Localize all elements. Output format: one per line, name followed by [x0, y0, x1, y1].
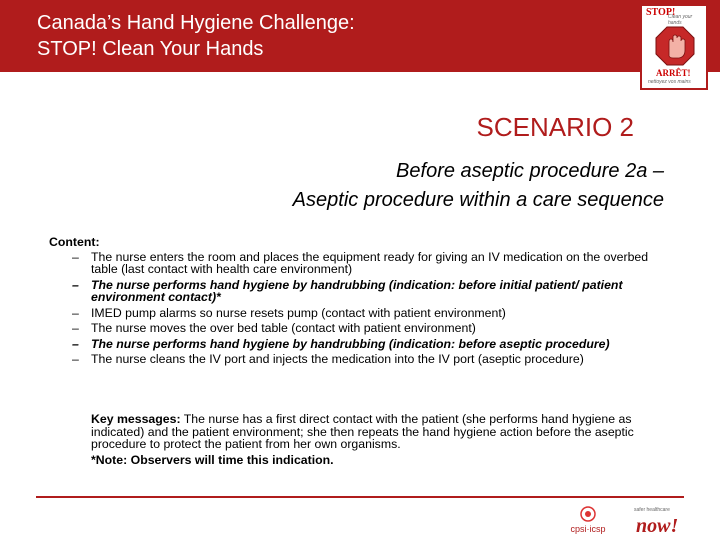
subtitle-line-2: Aseptic procedure within a care sequence: [292, 189, 664, 211]
observer-note: *Note: Observers will time this indication.: [91, 452, 334, 467]
stop-hand-icon: [655, 26, 695, 66]
dash-bullet: –: [72, 277, 79, 292]
cpsi-logo-text: cpsi·icsp: [570, 524, 606, 534]
dash-bullet: –: [72, 321, 79, 335]
dash-bullet: –: [72, 305, 79, 320]
now-logo-small-text: safer healthcare: [634, 507, 670, 513]
dash-bullet: –: [72, 336, 79, 351]
stop-clean-your-hands-logo: [640, 4, 708, 90]
list-item-text: The nurse performs hand hygiene by handrubbing (indication: before aseptic procedure): [91, 336, 610, 351]
footer-divider: [36, 496, 684, 498]
dash-bullet: –: [72, 249, 79, 264]
content-section: [49, 236, 669, 369]
logo-arret-text: ARRÊT!: [656, 68, 691, 78]
list-item-text: The nurse performs hand hygiene by handrubbing (indication: before initial patient/ patient environment contact)*: [91, 277, 623, 304]
list-item: [49, 307, 669, 320]
page-title: [37, 10, 355, 62]
scenario-heading: SCENARIO 2: [476, 112, 634, 142]
logo-stop-subtext: Clean your hands: [668, 14, 693, 26]
list-item: [49, 353, 669, 366]
content-label: Content:: [49, 235, 100, 249]
key-messages-paragraph: [91, 413, 676, 451]
dash-bullet: –: [72, 352, 79, 366]
subtitle-line-1: Before aseptic procedure 2a –: [396, 160, 664, 182]
key-messages-text: The nurse has a first direct contact with the patient (she performs hand hygiene as indicated) and the patient environment; she then repeats the hand hygiene action before the aseptic procedure to protect the patient from her own organisms.: [91, 412, 634, 451]
title-line-1: Canada’s Hand Hygiene Challenge:: [37, 12, 355, 34]
list-item: [49, 322, 669, 335]
list-item-text: IMED pump alarms so nurse resets pump (contact with patient environment): [91, 305, 506, 320]
list-item: [49, 338, 669, 351]
list-item: [49, 279, 669, 304]
key-messages: [91, 413, 676, 466]
content-list: [49, 251, 669, 366]
logo-stop-text: STOP!: [646, 7, 676, 18]
cpsi-icsp-logo: [563, 504, 613, 538]
cpsi-dot-icon: [585, 511, 591, 517]
list-item-text: The nurse cleans the IV port and injects the medication into the IV port (aseptic procedure): [91, 352, 584, 366]
header-bar: [0, 0, 720, 72]
now-logo-text: now!: [636, 515, 679, 537]
list-item-text: The nurse enters the room and places the equipment ready for giving an IV medication on the overbed table (last contact with health care environment): [91, 249, 649, 276]
key-messages-label: Key messages:: [91, 412, 181, 426]
logo-arret-subtext: nettoyez vos mains: [648, 79, 691, 85]
scenario-subtitle: [293, 157, 664, 215]
title-line-2: STOP! Clean Your Hands: [37, 38, 264, 60]
list-item-text: The nurse moves the over bed table (contact with patient environment): [91, 321, 476, 335]
list-item: [49, 251, 669, 276]
safer-healthcare-now-logo: [632, 504, 687, 538]
